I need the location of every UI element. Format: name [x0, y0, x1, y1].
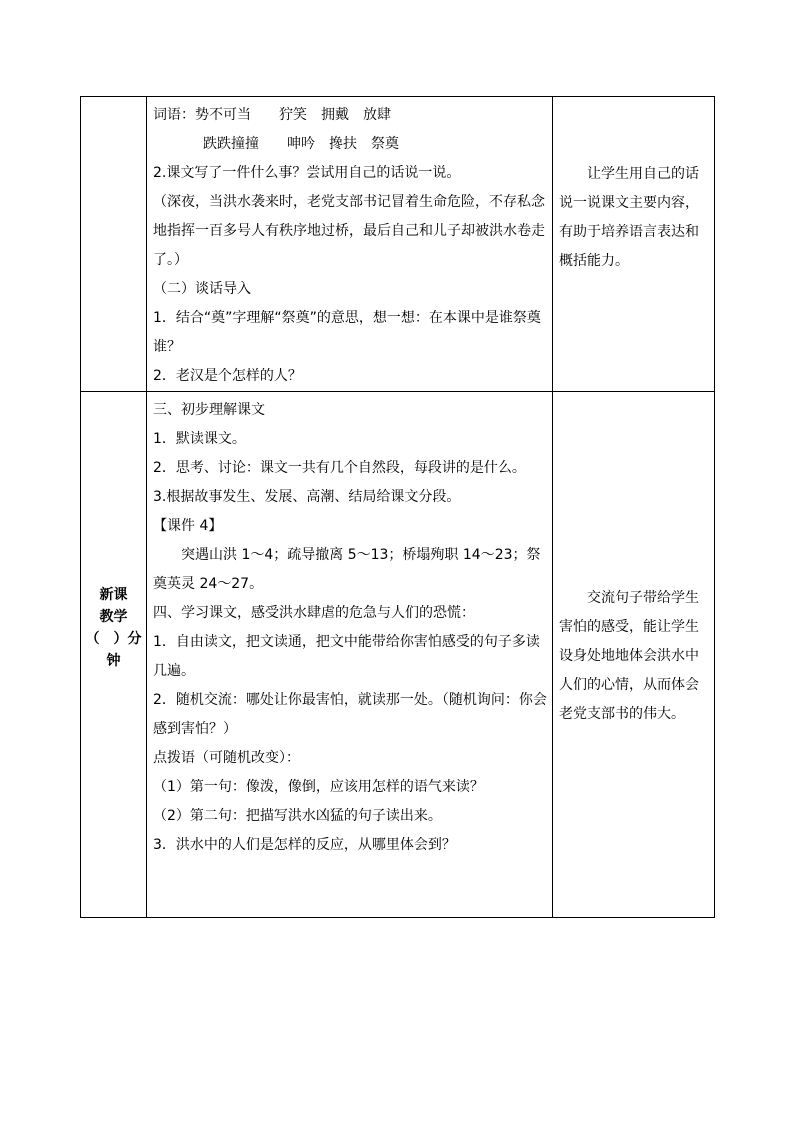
- content-cell: [147, 97, 553, 392]
- question-2: 2.课文写了一件什么事？尝试用自己的话说一说。: [153, 165, 461, 181]
- segment-label-4: 钟: [106, 653, 121, 669]
- content-cell: [147, 392, 553, 918]
- segment-label-2: 教学: [99, 609, 128, 625]
- reading-step-1: 1．自由读文，把文读通，把文中能带给你害怕感受的句子多读几遍。: [153, 634, 540, 679]
- paragraph-division: 突遇山洪 1～4；疏导撤离 5～13；桥塌殉职 14～23；祭奠英灵 24～27。: [153, 547, 541, 592]
- reading-step-3: 3．洪水中的人们是怎样的反应，从哪里体会到？: [153, 837, 456, 853]
- answer-summary: （深夜，当洪水袭来时，老党支部书记冒着生命危险，不存私念地指挥一百多号人有秩序地过桥，最后自己和儿子却被洪水卷走了。）: [153, 194, 545, 268]
- segment-cell: [81, 392, 147, 918]
- step-3: 3.根据故事发生、发展、高潮、结局给课文分段。: [153, 489, 461, 505]
- intro-question-2: 2．老汉是个怎样的人？: [153, 368, 302, 384]
- design-note: 让学生用自己的话说一说课文主要内容，有助于培养语言表达和概括能力。: [559, 166, 699, 269]
- prompt-1: （1）第一句：像泼，像倒，应该用怎样的语气来读？: [153, 779, 484, 795]
- lesson-plan-table: [80, 96, 715, 918]
- vocab-line-2: 跌跌撞撞 呻吟 搀扶 祭奠: [203, 136, 399, 152]
- prompt-2: （2）第二句：把描写洪水凶猛的句子读出来。: [153, 808, 442, 824]
- section-heading-4: 四、学习课文，感受洪水肆虐的危急与人们的恐慌：: [153, 605, 475, 621]
- step-2: 2．思考、讨论：课文一共有几个自然段，每段讲的是什么。: [153, 460, 526, 476]
- table-row: [81, 392, 715, 918]
- note-cell: [553, 97, 715, 392]
- vocab-line-1: 词语：势不可当 狞笑 拥戴 放肆: [153, 107, 391, 123]
- courseware-label: 【课件 4】: [153, 518, 223, 534]
- intro-question-1: 1．结合“奠”字理解“祭奠”的意思，想一想：在本课中是谁祭奠谁？: [153, 310, 541, 355]
- prompt-heading: 点拨语（可随机改变）：: [153, 750, 300, 766]
- note-cell: [553, 392, 715, 918]
- reading-step-2: 2．随机交流：哪处让你最害怕，就读那一处。（随机询问：你会感到害怕？）: [153, 692, 547, 737]
- segment-label-1: 新课: [99, 587, 128, 603]
- table-row: [81, 97, 715, 392]
- segment-cell: [81, 97, 147, 392]
- section-heading-3: 三、初步理解课文: [153, 402, 265, 418]
- segment-minutes: （ ）分: [85, 631, 142, 647]
- design-note: 交流句子带给学生害怕的感受，能让学生设身处地地体会洪水中人们的心情，从而体会老党支部书的伟大。: [559, 590, 699, 722]
- section-heading-intro: （二）谈话导入: [153, 281, 251, 297]
- step-1: 1．默读课文。: [153, 431, 246, 447]
